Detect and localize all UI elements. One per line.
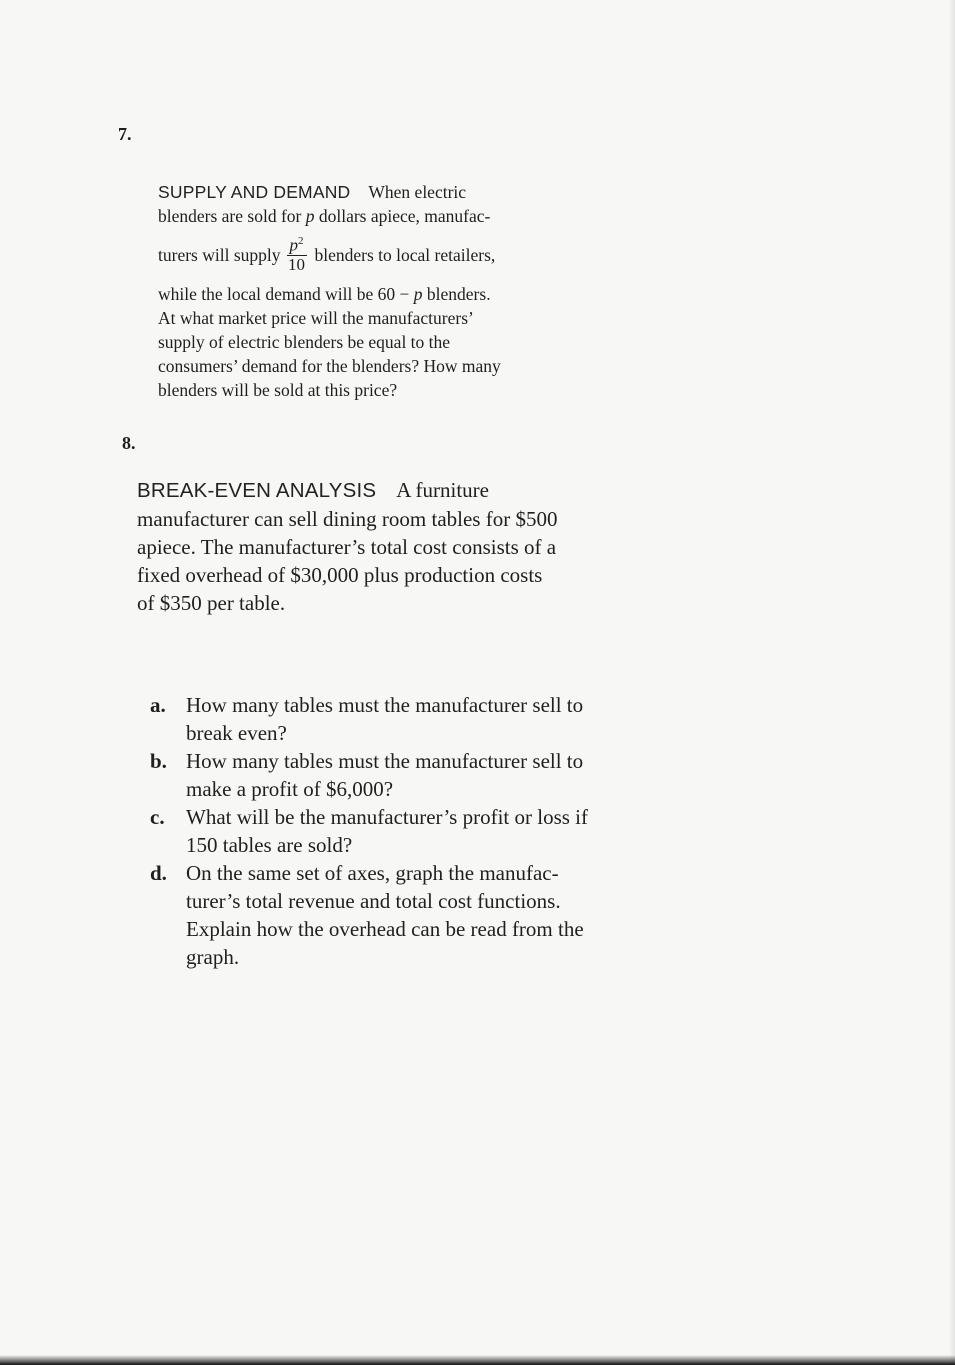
problem-8-line-3: apiece. The manufacturer’s total cost consists of a [137, 535, 557, 559]
problem-7-line-5: At what market price will the manufacturers’ [158, 308, 474, 328]
text-span: turers will supply [158, 245, 281, 265]
problem-8-line-2: manufacturer can sell dining room tables for $500 [137, 507, 558, 531]
part-line: graph. [186, 945, 240, 969]
part-b [150, 747, 650, 803]
part-letter: b. [150, 749, 167, 773]
part-line: make a profit of $6,000? [186, 777, 394, 801]
part-line: How many tables must the manufacturer sell to [186, 749, 584, 773]
part-line: How many tables must the manufacturer sell to [186, 693, 584, 717]
problem-8-parts [150, 691, 650, 971]
part-line: 150 tables are sold? [186, 833, 353, 857]
text-span: dollars apiece, manufac- [314, 206, 491, 226]
part-body [186, 747, 583, 803]
problem-7-heading: SUPPLY AND DEMAND [158, 182, 351, 202]
text-span: while the local demand will be 60 − [158, 284, 414, 304]
part-line: break even? [186, 721, 287, 745]
part-body [186, 803, 588, 859]
problem-7-line-1 [158, 180, 578, 204]
part-line: What will be the manufacturer’s profit or loss if [186, 805, 588, 829]
part-line: turer’s total revenue and total cost functions. [186, 889, 561, 913]
fraction-numerator [287, 232, 307, 256]
problem-7-line-4 [158, 282, 578, 306]
part-letter: d. [150, 861, 167, 885]
variable-p: p [305, 206, 315, 226]
page-edge-bottom-shadow [0, 1355, 955, 1365]
fraction-denominator: 10 [288, 254, 305, 274]
problem-8-line-5: of $350 per table. [137, 591, 286, 615]
part-letter: c. [150, 805, 165, 829]
problem-7-line-6: supply of electric blenders be equal to the [158, 332, 451, 352]
exponent: 2 [298, 235, 304, 248]
problem-8-line-1 [137, 476, 637, 505]
text-span: blenders are sold for [158, 206, 306, 226]
part-body [186, 691, 583, 747]
problem-7-text [158, 180, 578, 402]
part-letter: a. [150, 693, 166, 717]
problem-8-line-4: fixed overhead of $30,000 plus production costs [137, 563, 543, 587]
part-a [150, 691, 650, 747]
part-c [150, 803, 650, 859]
variable-p: p [413, 284, 423, 304]
fraction-p-squared-over-10 [287, 232, 307, 274]
text-span: blenders to local retailers, [314, 245, 496, 265]
page-edge-shadow [949, 0, 955, 1365]
problem-8-number: 8. [122, 433, 136, 453]
problem-7-line-1-text: When electric [368, 182, 467, 202]
problem-7-line-2 [158, 204, 578, 228]
part-d [150, 859, 650, 971]
part-line: Explain how the overhead can be read from the [186, 917, 584, 941]
text-span: blenders. [422, 284, 491, 304]
problem-7-line-3 [158, 234, 578, 276]
problem-7-line-7: consumers’ demand for the blenders? How many [158, 356, 501, 376]
problem-7-number: 7. [118, 124, 132, 144]
problem-8-line-1-text: A furniture [396, 478, 489, 502]
problem-8-heading: BREAK-EVEN ANALYSIS [137, 479, 377, 502]
part-line: On the same set of axes, graph the manufac- [186, 861, 559, 885]
problem-8-text [137, 476, 637, 617]
variable-p: p [289, 235, 298, 255]
problem-7-line-8: blenders will be sold at this price? [158, 380, 398, 400]
part-body [186, 859, 584, 971]
